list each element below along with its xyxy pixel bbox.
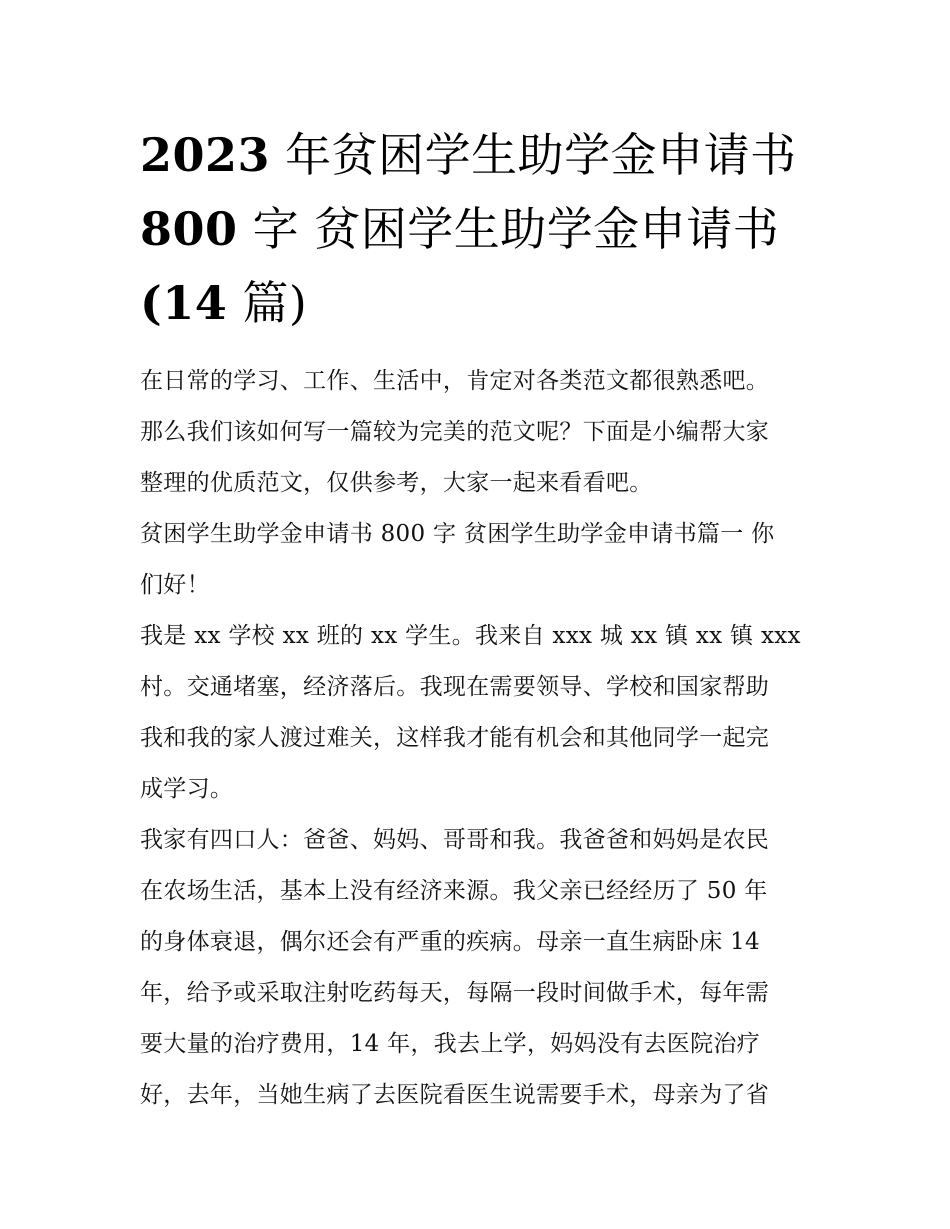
title-line-3-text: 篇) [227,276,308,330]
body-line-9: 成学习。 [140,776,234,802]
body-line-6: 我是 xx 学校 xx 班的 xx 学生。我来自 xxx 城 xx 镇 xx 镇 xxx [140,623,801,649]
title-line-1-text: 年贫困学生助学金申请书 [270,128,797,182]
body-line-11: 在农场生活，基本上没有经济来源。我父亲已经经历了 50 年 [140,878,768,904]
body-line-12: 的身体衰退，偶尔还会有严重的疾病。母亲一直生病卧床 14 [140,929,760,955]
body-line-1: 在日常的学习、工作、生活中，肯定对各类范文都很熟悉吧。 [140,368,770,394]
body-line-3: 整理的优质范文，仅供参考，大家一起来看看吧。 [140,470,653,496]
title-line-3-number: (14 [140,276,228,330]
title-line-3 [140,266,820,340]
title-line-1-number: 2023 [140,128,271,182]
body-line-8: 我和我的家人渡过难关，这样我才能有机会和其他同学一起完 [140,725,770,751]
body-line-14: 要大量的治疗费用，14 年，我去上学，妈妈没有去医院治疗 [140,1031,760,1057]
document-title [140,118,820,340]
body-line-7: 村。交通堵塞，经济落后。我现在需要领导、学校和国家帮助 [140,674,770,700]
body-line-13: 年，给予或采取注射吃药每天，每隔一段时间做手术，每年需 [140,980,770,1006]
document-body [140,356,820,1121]
body-line-2: 那么我们该如何写一篇较为完美的范文呢？下面是小编帮大家 [140,419,770,445]
title-line-2-text: 字 贫困学生助学金申请书 [237,202,780,256]
body-line-10: 我家有四口人：爸爸、妈妈、哥哥和我。我爸爸和妈妈是农民 [140,827,770,853]
body-line-4: 贫困学生助学金申请书 800 字 贫困学生助学金申请书篇一 你 [140,521,775,547]
document-content [140,118,820,1121]
body-line-15: 好，去年，当她生病了去医院看医生说需要手术，母亲为了省 [140,1082,770,1108]
body-line-5: 们好！ [140,572,210,598]
title-line-2-number: 800 [140,202,238,256]
title-line-2 [140,192,820,266]
title-line-1 [140,118,820,192]
